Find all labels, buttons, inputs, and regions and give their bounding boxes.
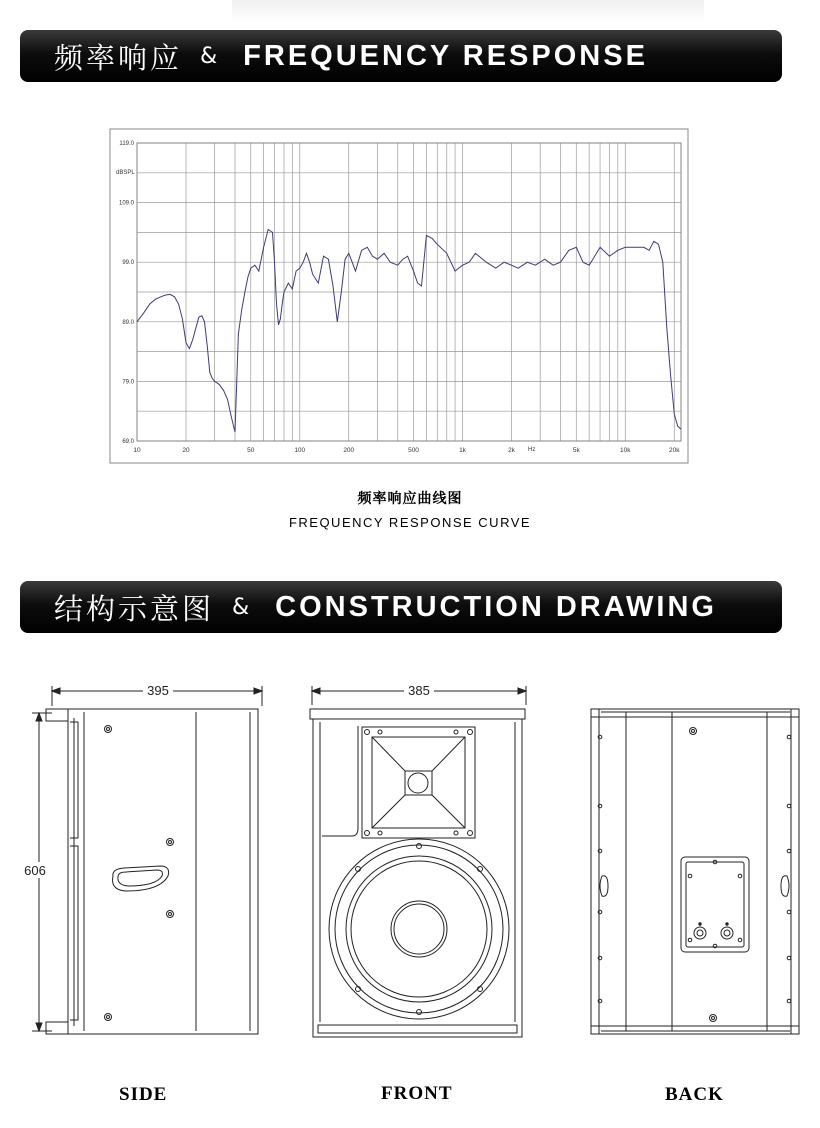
y-tick-label: 89.0 xyxy=(122,319,134,326)
x-tick-label: 20 xyxy=(182,447,190,454)
banner-title-en: CONSTRUCTION DRAWING xyxy=(275,590,717,623)
side-height-dimension: 606 xyxy=(24,863,46,878)
chart-caption-cn: 频率响应曲线图 xyxy=(357,491,463,507)
front-width-dimension: 385 xyxy=(408,683,430,698)
chart-caption-en: FREQUENCY RESPONSE CURVE xyxy=(288,515,532,530)
side-view-drawing xyxy=(20,683,262,1034)
y-tick-label: 79.0 xyxy=(122,379,134,386)
x-tick-label: 50 xyxy=(247,447,255,454)
x-tick-label: 2k xyxy=(508,447,515,454)
banner-title-en: FREQUENCY RESPONSE xyxy=(243,39,648,72)
y-tick-label: 119.0 xyxy=(119,141,134,147)
banner-ampersand: & xyxy=(232,594,250,620)
back-view-label: BACK xyxy=(665,1084,724,1105)
banner-ampersand: & xyxy=(200,43,218,69)
x-tick-label: 10k xyxy=(620,447,631,454)
x-tick-label: 20k xyxy=(669,447,680,454)
y-tick-label: 99.0 xyxy=(122,260,134,267)
x-tick-label: 10 xyxy=(133,447,141,454)
side-width-dimension: 395 xyxy=(147,683,169,698)
front-view-drawing xyxy=(310,683,526,1037)
banner-title-cn: 频率响应 xyxy=(54,40,183,75)
y-tick-label: 109.0 xyxy=(118,200,134,207)
x-tick-label: 200 xyxy=(343,447,355,454)
y-axis-label: dBSPL xyxy=(116,170,135,176)
x-tick-label: 1k xyxy=(459,447,466,454)
x-axis-label: Hz xyxy=(528,447,536,453)
side-view-label: SIDE xyxy=(119,1084,168,1105)
x-tick-label: 100 xyxy=(294,447,306,454)
front-view-label: FRONT xyxy=(381,1083,453,1104)
x-tick-label: 5k xyxy=(572,447,580,454)
back-view-drawing xyxy=(591,709,799,1034)
y-tick-label: 69.0 xyxy=(122,439,134,445)
x-tick-label: 500 xyxy=(408,447,419,454)
banner-title-cn: 结构示意图 xyxy=(54,591,215,626)
